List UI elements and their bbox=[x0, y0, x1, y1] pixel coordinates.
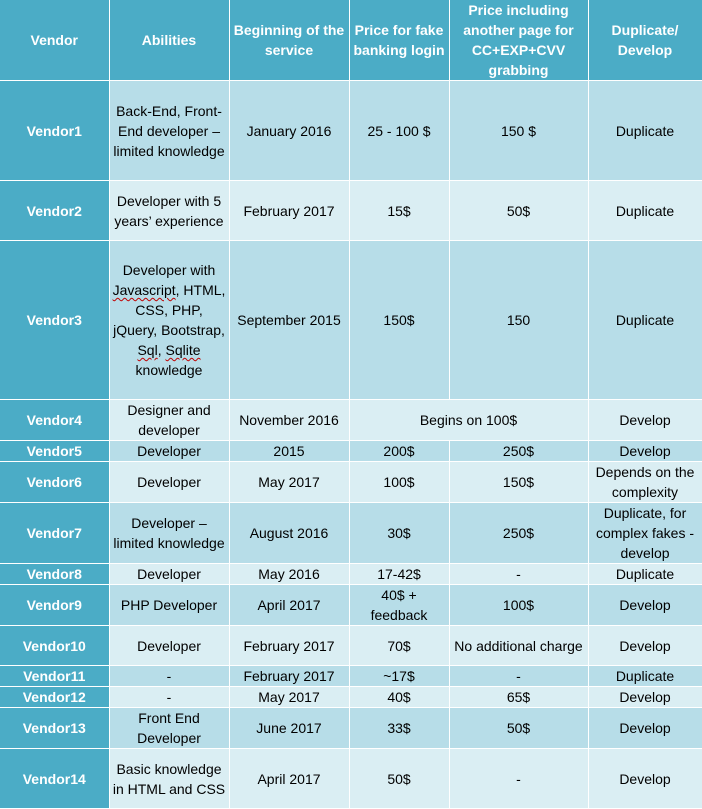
table-row-vendor9 bbox=[0, 585, 702, 626]
table-row-vendor6 bbox=[0, 462, 702, 503]
abilities-cell: - bbox=[109, 666, 229, 687]
abilities-cell bbox=[109, 241, 229, 400]
price-login-cell: 50$ bbox=[349, 749, 449, 809]
vendor-name: Vendor12 bbox=[0, 687, 109, 708]
abilities-cell: Back-End, Front-End developer – limited knowledge bbox=[109, 81, 229, 181]
type-cell: Duplicate bbox=[588, 81, 702, 181]
price-extra-cell: 150$ bbox=[449, 462, 588, 503]
price-login-cell: 33$ bbox=[349, 708, 449, 749]
price-extra-cell: 150 $ bbox=[449, 81, 588, 181]
vendor-name: Vendor5 bbox=[0, 441, 109, 462]
header-abilities: Abilities bbox=[109, 0, 229, 81]
type-cell: Develop bbox=[588, 749, 702, 809]
beginning-cell: November 2016 bbox=[229, 400, 349, 441]
vendor-name: Vendor8 bbox=[0, 564, 109, 585]
price-login-cell: 200$ bbox=[349, 441, 449, 462]
type-cell: Develop bbox=[588, 585, 702, 626]
price-extra-cell: - bbox=[449, 666, 588, 687]
header-price-extra-page: Price including another page for CC+EXP+CVV grabbing bbox=[449, 0, 588, 81]
header-price-fake-login: Price for fake banking login bbox=[349, 0, 449, 81]
price-login-cell: 15$ bbox=[349, 181, 449, 241]
table-row-vendor13 bbox=[0, 708, 702, 749]
type-cell: Depends on the complexity bbox=[588, 462, 702, 503]
table-row-vendor10 bbox=[0, 626, 702, 666]
vendor-name: Vendor11 bbox=[0, 666, 109, 687]
price-login-cell: ~17$ bbox=[349, 666, 449, 687]
type-cell: Develop bbox=[588, 687, 702, 708]
table-row-vendor11 bbox=[0, 666, 702, 687]
type-cell: Duplicate bbox=[588, 241, 702, 400]
table-row-vendor8 bbox=[0, 564, 702, 585]
price-extra-cell: - bbox=[449, 564, 588, 585]
price-login-cell: 150$ bbox=[349, 241, 449, 400]
beginning-cell: 2015 bbox=[229, 441, 349, 462]
beginning-cell: February 2017 bbox=[229, 181, 349, 241]
beginning-cell: May 2017 bbox=[229, 462, 349, 503]
beginning-cell: February 2017 bbox=[229, 626, 349, 666]
beginning-cell: May 2016 bbox=[229, 564, 349, 585]
type-cell: Develop bbox=[588, 400, 702, 441]
abilities-cell: Basic knowledge in HTML and CSS bbox=[109, 749, 229, 809]
type-cell: Duplicate bbox=[588, 181, 702, 241]
vendor-name: Vendor1 bbox=[0, 81, 109, 181]
abilities-text-3: , bbox=[157, 342, 166, 358]
abilities-cell: Designer and developer bbox=[109, 400, 229, 441]
abilities-cell: Developer – limited knowledge bbox=[109, 503, 229, 564]
beginning-cell: May 2017 bbox=[229, 687, 349, 708]
table-row-vendor4 bbox=[0, 400, 702, 441]
header-vendor: Vendor bbox=[0, 0, 109, 81]
abilities-cell: Front End Developer bbox=[109, 708, 229, 749]
vendor-name: Vendor3 bbox=[0, 241, 109, 400]
beginning-cell: August 2016 bbox=[229, 503, 349, 564]
table-row-vendor2 bbox=[0, 181, 702, 241]
type-cell: Develop bbox=[588, 708, 702, 749]
abilities-text-javascript: Javascript bbox=[112, 282, 176, 298]
vendor-name: Vendor10 bbox=[0, 626, 109, 666]
vendor-name: Vendor9 bbox=[0, 585, 109, 626]
type-cell: Duplicate bbox=[588, 564, 702, 585]
abilities-text-sql: Sql bbox=[137, 342, 158, 358]
beginning-cell: April 2017 bbox=[229, 749, 349, 809]
price-login-cell: 40$ + feedback bbox=[349, 585, 449, 626]
price-extra-cell: 100$ bbox=[449, 585, 588, 626]
abilities-cell: Developer bbox=[109, 462, 229, 503]
price-extra-cell: No additional charge bbox=[449, 626, 588, 666]
table-row-vendor7 bbox=[0, 503, 702, 564]
price-extra-cell: 150 bbox=[449, 241, 588, 400]
price-extra-cell: 50$ bbox=[449, 708, 588, 749]
abilities-cell: PHP Developer bbox=[109, 585, 229, 626]
table-row-vendor5 bbox=[0, 441, 702, 462]
type-cell: Develop bbox=[588, 626, 702, 666]
abilities-cell: - bbox=[109, 687, 229, 708]
abilities-cell: Developer bbox=[109, 626, 229, 666]
price-merged-cell: Begins on 100$ bbox=[349, 400, 588, 441]
beginning-cell: September 2015 bbox=[229, 241, 349, 400]
price-extra-cell: 65$ bbox=[449, 687, 588, 708]
vendor-name: Vendor7 bbox=[0, 503, 109, 564]
price-login-cell: 40$ bbox=[349, 687, 449, 708]
vendor-name: Vendor2 bbox=[0, 181, 109, 241]
header-row bbox=[0, 0, 702, 81]
abilities-cell: Developer with 5 years’ experience bbox=[109, 181, 229, 241]
abilities-text-1: Developer with bbox=[122, 262, 216, 278]
abilities-text-2: , HTML, CSS, PHP, jQuery, Bootstrap, bbox=[113, 282, 226, 338]
vendor-name: Vendor14 bbox=[0, 749, 109, 809]
beginning-cell: June 2017 bbox=[229, 708, 349, 749]
header-beginning: Beginning of the service bbox=[229, 0, 349, 81]
price-login-cell: 25 - 100 $ bbox=[349, 81, 449, 181]
price-login-cell: 100$ bbox=[349, 462, 449, 503]
price-extra-cell: 250$ bbox=[449, 503, 588, 564]
table-row-vendor12 bbox=[0, 687, 702, 708]
vendor-name: Vendor4 bbox=[0, 400, 109, 441]
abilities-text-4: knowledge bbox=[135, 362, 203, 378]
price-extra-cell: - bbox=[449, 749, 588, 809]
table-row-vendor1 bbox=[0, 81, 702, 181]
price-extra-cell: 250$ bbox=[449, 441, 588, 462]
table-row-vendor3 bbox=[0, 241, 702, 400]
vendor-name: Vendor6 bbox=[0, 462, 109, 503]
price-login-cell: 30$ bbox=[349, 503, 449, 564]
type-cell: Develop bbox=[588, 441, 702, 462]
price-extra-cell: 50$ bbox=[449, 181, 588, 241]
vendor-name: Vendor13 bbox=[0, 708, 109, 749]
table-row-vendor14 bbox=[0, 749, 702, 809]
abilities-cell: Developer bbox=[109, 441, 229, 462]
abilities-cell: Developer bbox=[109, 564, 229, 585]
type-cell: Duplicate, for complex fakes - develop bbox=[588, 503, 702, 564]
beginning-cell: April 2017 bbox=[229, 585, 349, 626]
abilities-text-sqlite: Sqlite bbox=[165, 342, 201, 358]
price-login-cell: 17-42$ bbox=[349, 564, 449, 585]
price-login-cell: 70$ bbox=[349, 626, 449, 666]
type-cell: Duplicate bbox=[588, 666, 702, 687]
header-duplicate-develop: Duplicate/ Develop bbox=[588, 0, 702, 81]
beginning-cell: February 2017 bbox=[229, 666, 349, 687]
beginning-cell: January 2016 bbox=[229, 81, 349, 181]
